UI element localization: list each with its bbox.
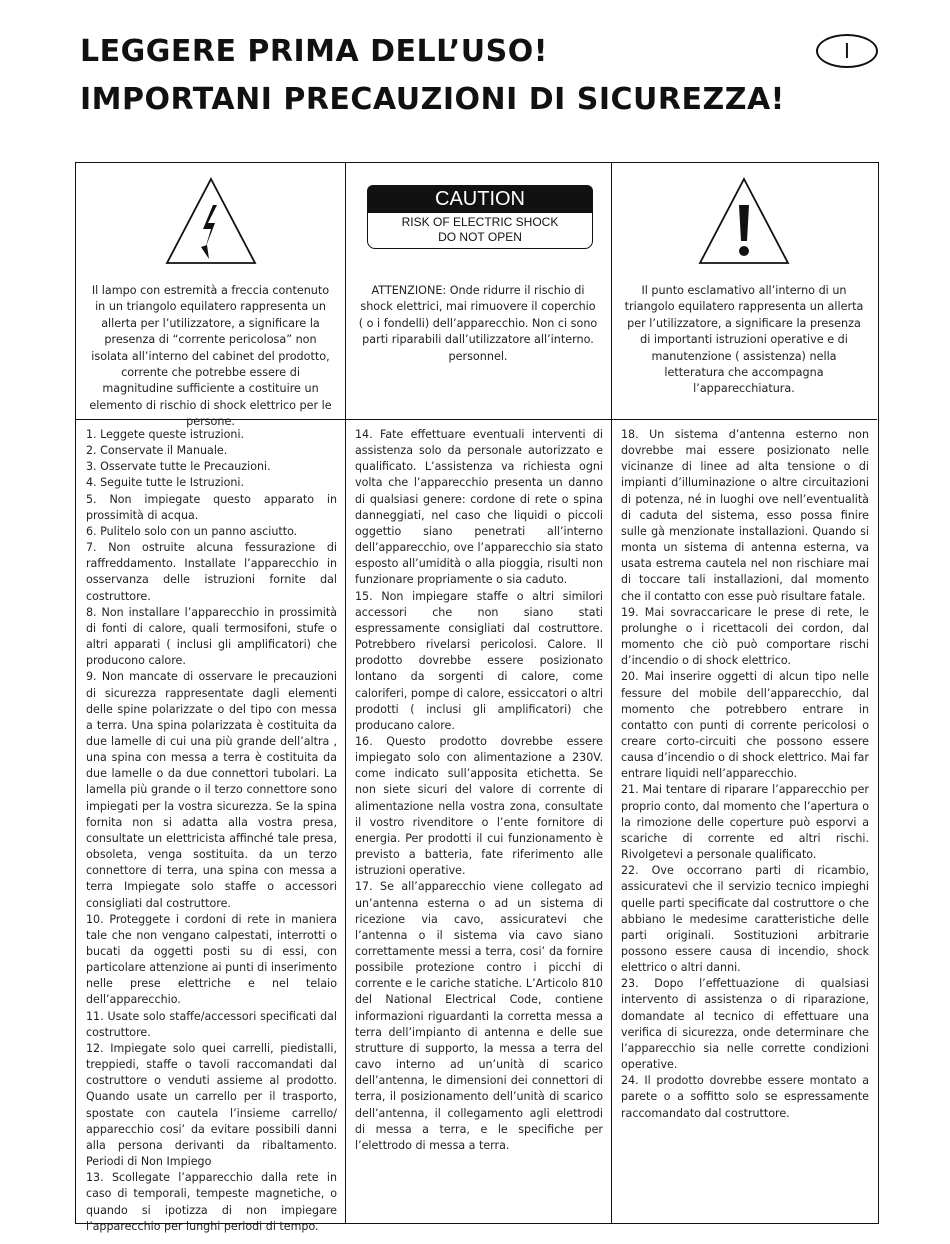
caution-title: CAUTION xyxy=(367,185,593,213)
instructions-list xyxy=(355,427,603,1154)
lightning-symbol-description: Il lampo con estremità a freccia contenuto in un triangolo equilatero rappresenta un allerta per l’utilizzatore, a significare la presenza di “corrente pericolosa” non isolata all’interno del cabinet del prodotto, corrente che potrebbe essere di magnitudine sufficiente a costituire un elemento di rischio di shock elettrico per le persone. xyxy=(89,284,332,429)
caution-label xyxy=(367,185,593,249)
page-title xyxy=(80,28,785,124)
instruction-item: 21. Mai tentare di riparare l’apparecchio per proprio conto, dal momento che l’apertura o la rimozione delle coperture può esporvi a scariche di corrente ed altri rischi. Rivolgetevi a personale qualificato. xyxy=(621,783,869,862)
instruction-item: 13. Scollegate l’apparecchio dalla rete in caso di temporali, tempeste magnetiche, o quando si ipotizza di non impiegare l’apparecchio per lunghi periodi di tempo. xyxy=(86,1171,337,1233)
instruction-item: 11. Usate solo staffe/accessori specificati dal costruttore. xyxy=(86,1009,337,1039)
instruction-item: 5. Non impiegate questo apparato in prossimità di acqua. xyxy=(86,492,337,522)
safety-instructions-frame xyxy=(75,162,879,1233)
caution-warning xyxy=(367,213,593,249)
language-badge: I xyxy=(816,34,878,68)
instructions-column-3 xyxy=(611,419,877,1223)
symbols-row xyxy=(76,163,877,429)
instruction-item: 9. Non mancate di osservare le precauzioni di sicurezza rappresentate dagli elementi delle spine polarizzate o del tipo con messa a terra. Una spina polarizzata è costituita da due lamelle di cui una più grande dell’altra , una spina con messa a terra è costituita da due lamelle o da due connettori tubolari. La lamella più grande o il terzo connettore sono impiegati per la vostra sicurezza. Se la spina fornita non si adatta alla vostra presa, consultate un elettricista affinché tale presa, obsoleta, venga sostituita. da un terzo connettore di terra, una spina con messa a terra Impiegate solo staffe o accessori consigliati dal costruttore. xyxy=(86,670,337,910)
lightning-warning-triangle-icon xyxy=(76,171,345,271)
instruction-item: 8. Non installare l’apparecchio in prossimità di fonti di calore, quali termosifoni, stufe o altri apparati ( inclusi gli amplificatori) che producono calore. xyxy=(86,605,337,668)
lightning-symbol-cell xyxy=(76,163,345,429)
caution-line-1: RISK OF ELECTRIC SHOCK xyxy=(401,215,559,229)
instructions-list xyxy=(621,427,869,1122)
instruction-item: 18. Un sistema d’antenna esterno non dovrebbe mai essere posizionato nelle vicinanze di linee ad alta tensione o di impianti d’illuminazione o altre circuitazioni di potenza, né in luoghi ove nell’eventualità di caduta del sistema, esso possa finire sulle gà menzionate installazioni. Quando si monta un sistema di antenna esterna, va usata estrema cautela nel non rischiare mai di toccare tali installazioni, dal momento che il contatto con esse può risultare fatale. xyxy=(621,428,869,603)
instruction-item: 14. Fate effettuare eventuali interventi di assistenza solo da personale autorizzato e qualificato. L’assistenza va richiesta ogni volta che l’apparecchio presenta un danno di qualsiasi genere: cordone di rete o spina danneggiati, nel caso che liquidi o piccoli oggettio siano penetrati all’interno dell’apparecchio, ove l’apparecchio sia stato esposto all’umidità o alla pioggia, risulti non funzionare propriamente o sia caduto. xyxy=(355,428,603,587)
title-line-2: IMPORTANI PRECAUZIONI DI SICUREZZA! xyxy=(80,82,785,117)
exclamation-symbol-cell xyxy=(611,163,877,419)
instruction-item: 2. Conservate il Manuale. xyxy=(86,444,228,458)
instruction-item: 6. Pulitelo solo con un panno asciutto. xyxy=(86,524,298,538)
instruction-item: 1. Leggete queste istruzioni. xyxy=(86,428,245,441)
instructions-row xyxy=(76,419,877,1233)
instruction-item: 24. Il prodotto dovrebbe essere montato a parete o a soffitto solo se espressamente raccomandato dal costruttore. xyxy=(621,1074,869,1120)
caution-line-2: DO NOT OPEN xyxy=(438,230,522,244)
instruction-item: 10. Proteggete i cordoni di rete in maniera tale che non vengano calpestati, interrotti o bucati da oggetti posti su di essi, con particolare attenzione ai punti di inserimento nelle prese elettriche e nel telaio dell’apparecchio. xyxy=(86,912,337,1007)
caution-description: ATTENZIONE: Onde ridurre il rischio di shock elettrici, mai rimuovere il coperchio ( o i fondelli) dell’apparecchio. Non ci sono parti riparabili dall’utilizzatore all’interno. personnel. xyxy=(358,284,598,363)
instruction-item: 23. Dopo l’effettuazione di qualsiasi intervento di assistenza o di riparazione, domandate al tecnico di effettuare una verifica di sicurezza, onde determinare che l’apparecchio sia nelle corrette condizioni operative. xyxy=(621,977,869,1072)
instruction-item: 22. Ove occorrano parti di ricambio, assicuratevi che il servizio tecnico impieghi quelle parti specificate dal costruttore o che abbiano le medesime caratteristiche delle parti originali. Sostituzioni arbitrarie possono essere causa di incendio, shock elettrico o altri danni. xyxy=(621,864,869,975)
instruction-item: 4. Seguite tutte le Istruzioni. xyxy=(86,476,245,490)
exclamation-symbol-description: Il punto esclamativo all’interno di un triangolo equilatero rappresenta un allerta per l’utilizzatore, a significare la presenza di importanti istruzioni operative e di manutenzione ( assistenza) nella letteratura che accompagna l’apparecchiatura. xyxy=(624,284,864,396)
instruction-item: 12. Impiegate solo quei carrelli, piedistalli, treppiedi, staffe o tavoli raccomandati dal costruttore o venduti assieme al prodotto. Quando usate un carrello per il trasporto, spostate con cautela l’insieme carrello/ apparecchio cosi’ da evitare possibili danni alla persona derivanti da ribaltamento. Periodi di Non Impiego xyxy=(86,1041,337,1169)
title-line-1: LEGGERE PRIMA DELL’USO! xyxy=(80,34,548,69)
instructions-column-1 xyxy=(76,419,345,1233)
instructions-column-2 xyxy=(345,419,611,1223)
exclamation-warning-triangle-icon xyxy=(611,171,877,271)
instruction-item: 20. Mai inserire oggetti di alcun tipo nelle fessure del mobile dell’apparecchio, dal momento che potrebbero entrare in contatto con punti di corrente pericolosi o creare corto-circuiti che possono essere causa d’incendio o di shock elettrico. Mai far entrare liquidi nell’apparecchio. xyxy=(621,670,869,781)
instruction-item: 15. Non impiegare staffe o altri similori accessori che non siano stati espressamente consigliati dal costruttore. Potrebbero rivelarsi pericolosi. Calore. Il prodotto dovrebbe essere posizionato lontano da sorgenti di calore, come caloriferi, pompe di calore, essiccatori o altri prodotti ( inclusi gli amplificatori) che producano calore. xyxy=(355,589,603,732)
instruction-item: 17. Se all’apparecchio viene collegato ad un’antenna esterna o ad un sistema di ricezione via cavo, assicuratevi che l’antenna o il sistema via cavo siano correttamente messi a terra, cosi’ da fornire possibile protezione contro i picchi di corrente e le cariche statiche. L’Articolo 810 del National Electrical Code, contiene informazioni riguardanti la corretta messa a terra dell’impianto di antenna e delle sue strutture di supporto, la messa a terra del cavo interno ad un’unità di scarico dell’antenna, le dimensioni dei connettori di terra, il posizionamento dell’unità di scarico dell’antenna, il collegamento agli elettrodi di messa a terra, e le specifiche per l’elettrodo di messa a terra. xyxy=(355,880,603,1152)
instruction-item: 3. Osservate tutte le Precauzioni. xyxy=(86,460,271,474)
caution-label-cell xyxy=(345,163,611,419)
instructions-list xyxy=(86,427,337,1235)
instruction-item: 19. Mai sovraccaricare le prese di rete, le prolunghe o i ricettacoli dei cordon, dal momento che ciò può comportare rischi d’incendio o di shock elettrico. xyxy=(621,605,869,668)
instruction-item: 7. Non ostruite alcuna fessurazione di raffreddamento. Installate l’apparecchio in osservanza delle istruzioni fornite dal costruttore. xyxy=(86,541,337,603)
instruction-item: 16. Questo prodotto dovrebbe essere impiegato solo con alimentazione a 230V. come indicato sull’apposita etichetta. Se non siete sicuri del valore di corrente di alimentazione nella vostra zona, consultate il vostro rivenditore o l’ente fornitore di energia. Per prodotti il cui funzionamento è previsto a batteria, fate riferimento alle istruzioni operative. xyxy=(355,734,603,878)
